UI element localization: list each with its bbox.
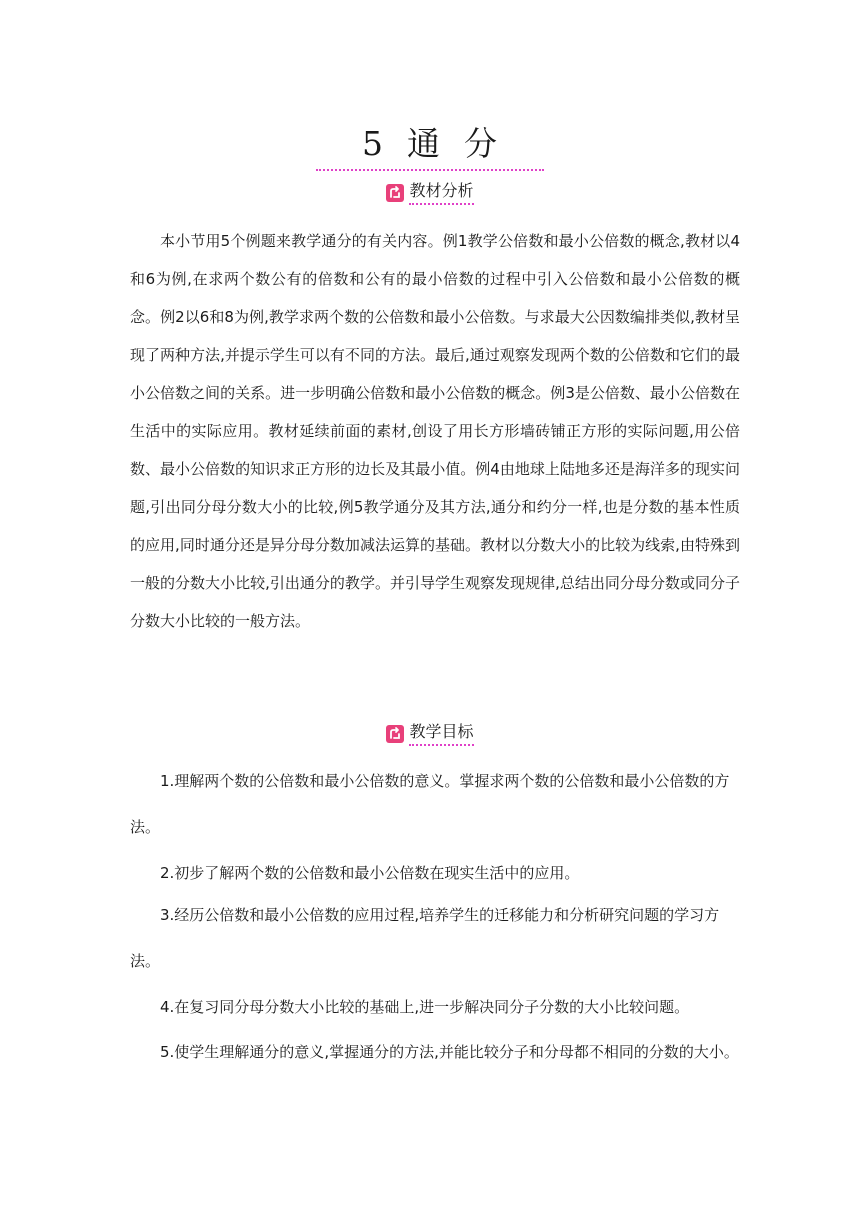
goal-item-5: 5.使学生理解通分的意义,掌握通分的方法,并能比较分子和分母都不相同的分数的大小。 bbox=[160, 1043, 739, 1061]
section-label: 教材分析 bbox=[409, 181, 473, 205]
goal-item-3: 3.经历公倍数和最小公倍数的应用过程,培养学生的迁移能力和分析研究问题的学习方法。 bbox=[130, 906, 720, 970]
analysis-paragraph: 本小节用5个例题来教学通分的有关内容。例1教学公倍数和最小公倍数的概念,教材以4和6为例,在求两个数公有的倍数和公有的最小倍数的过程中引入公倍数和最小公倍数的概念。例2以6和8为例,教学求两个数的公倍数和最小公倍数。与求最大公因数编排类似,教材呈现了两种方法,并提示学生可以有不同的方法。最后,通过观察发现两个数的公倍数和它们的最小公倍数之间的关系。进一步明确公倍数和最小公倍数的概念。例3是公倍数、最小公倍数在生活中的实际应用。教材延续前面的素材,创设了用长方形墙砖铺正方形的实际问题,用公倍数、最小公倍数的知识求正方形的边长及其最小值。例4由地球上陆地多还是海洋多的现实问题,引出同分母分数大小的比较,例5教学通分及其方法,通分和约分一样,也是分数的基本性质的应用,同时通分还是异分母分数加减法运算的基础。教材以分数大小的比较为线索,由特殊到一般的分数大小比较,引出通分的教学。并引导学生观察发现规律,总结出同分母分数或同分子分数大小比较的一般方法。 bbox=[130, 232, 740, 630]
goal-item-4: 4.在复习同分母分数大小比较的基础上,进一步解决同分子分数的大小比较问题。 bbox=[160, 998, 690, 1016]
pink-bookmark-arrow-icon bbox=[386, 184, 404, 202]
goal-item-2: 2.初步了解两个数的公倍数和最小公倍数在现实生活中的应用。 bbox=[160, 864, 580, 882]
section-label: 教学目标 bbox=[409, 722, 473, 746]
section-header-analysis bbox=[0, 181, 860, 206]
pink-bookmark-arrow-icon bbox=[386, 725, 404, 743]
section-header-goals bbox=[0, 722, 860, 747]
goal-item-1: 1.理解两个数的公倍数和最小公倍数的意义。掌握求两个数的公倍数和最小公倍数的方法。 bbox=[130, 772, 730, 836]
title-area bbox=[0, 118, 860, 171]
page-title: 5 通 分 bbox=[316, 118, 544, 171]
